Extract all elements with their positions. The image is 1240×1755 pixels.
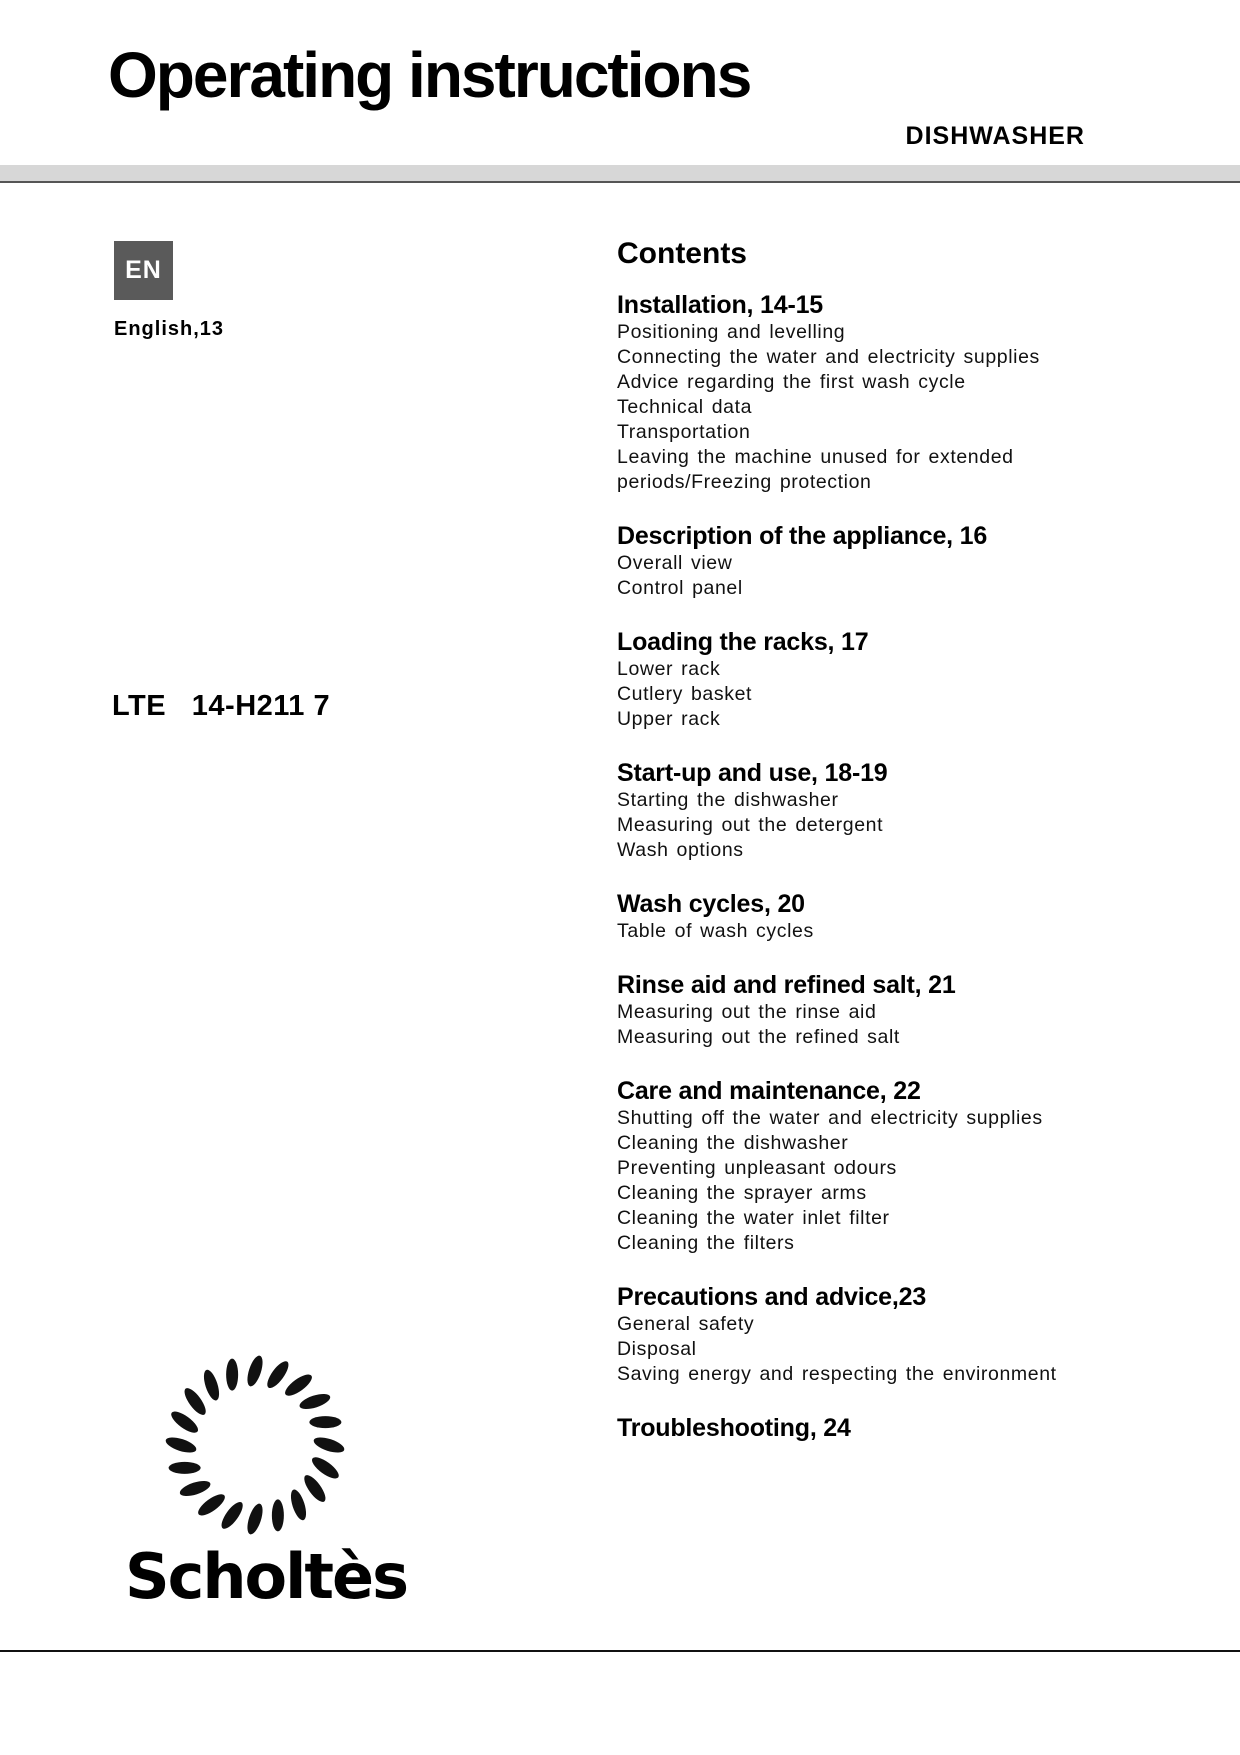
section-item: Control panel bbox=[617, 577, 743, 599]
section-item: Measuring out the refined salt bbox=[617, 1026, 900, 1048]
section-item: Positioning and levelling bbox=[617, 321, 846, 343]
section-item: Advice regarding the first wash cycle bbox=[617, 371, 966, 393]
section-items bbox=[617, 657, 1217, 732]
sun-ray bbox=[309, 1454, 342, 1483]
contents-section bbox=[617, 970, 1217, 1050]
sun-ray bbox=[168, 1408, 201, 1437]
section-item: Saving energy and respecting the environment bbox=[617, 1363, 1057, 1385]
table-of-contents bbox=[617, 236, 1217, 1469]
section-heading: Precautions and advice,23 bbox=[617, 1283, 927, 1311]
sun-ray bbox=[178, 1478, 212, 1499]
model-number: LTE 14-H211 7 bbox=[112, 690, 331, 722]
contents-section bbox=[617, 1282, 1217, 1387]
sun-ray bbox=[264, 1358, 293, 1391]
contents-section bbox=[617, 521, 1217, 601]
section-heading: Start-up and use, 18-19 bbox=[617, 759, 888, 787]
sun-ray bbox=[218, 1499, 247, 1532]
section-items bbox=[617, 788, 1217, 863]
sun-logo-icon bbox=[155, 1345, 355, 1545]
contents-section bbox=[617, 1413, 1217, 1443]
section-item: Wash options bbox=[617, 839, 744, 861]
section-items bbox=[617, 919, 1217, 944]
brand-wordmark: Scholtès bbox=[125, 1540, 407, 1613]
sun-ray bbox=[288, 1488, 309, 1522]
section-item: Starting the dishwasher bbox=[617, 789, 839, 811]
contents-title: Contents bbox=[617, 237, 747, 270]
language-badge: EN bbox=[114, 241, 173, 300]
sun-ray bbox=[181, 1385, 210, 1418]
section-heading: Installation, 14-15 bbox=[617, 291, 823, 319]
section-item: Transportation bbox=[617, 421, 751, 443]
section-item: Shutting off the water and electricity supplies bbox=[617, 1107, 1043, 1129]
section-item: Leaving the machine unused for extended bbox=[617, 446, 1014, 468]
sun-ray bbox=[226, 1359, 238, 1391]
section-item: Measuring out the detergent bbox=[617, 814, 884, 836]
header-band bbox=[0, 165, 1240, 183]
section-item: Connecting the water and electricity supplies bbox=[617, 346, 1040, 368]
sun-ray bbox=[169, 1462, 201, 1474]
contents-section bbox=[617, 758, 1217, 863]
contents-section bbox=[617, 290, 1217, 495]
contents-section bbox=[617, 889, 1217, 944]
section-item: Technical data bbox=[617, 396, 753, 418]
footer-divider bbox=[0, 1650, 1240, 1652]
contents-section bbox=[617, 627, 1217, 732]
section-item: Table of wash cycles bbox=[617, 920, 814, 942]
contents-section-list bbox=[617, 290, 1217, 1443]
section-heading: Rinse aid and refined salt, 21 bbox=[617, 971, 956, 999]
sun-ray bbox=[164, 1434, 198, 1455]
section-item: Cutlery basket bbox=[617, 683, 753, 705]
section-heading: Wash cycles, 20 bbox=[617, 890, 805, 918]
section-item: Lower rack bbox=[617, 658, 721, 680]
section-items bbox=[617, 1000, 1217, 1050]
section-heading: Description of the appliance, 16 bbox=[617, 522, 988, 550]
page-title: Operating instructions bbox=[108, 39, 751, 111]
sun-ray bbox=[201, 1368, 222, 1402]
sun-ray bbox=[309, 1416, 341, 1428]
contents-section bbox=[617, 1076, 1217, 1256]
section-item: Cleaning the filters bbox=[617, 1232, 795, 1254]
section-item: Preventing unpleasant odours bbox=[617, 1157, 897, 1179]
section-items bbox=[617, 1312, 1217, 1387]
section-items bbox=[617, 320, 1217, 495]
sun-ray bbox=[298, 1391, 332, 1412]
sun-ray bbox=[195, 1491, 228, 1520]
section-items bbox=[617, 1106, 1217, 1256]
sun-ray bbox=[312, 1434, 346, 1455]
section-item: Disposal bbox=[617, 1338, 697, 1360]
section-item: periods/Freezing protection bbox=[617, 471, 872, 493]
brand-logo bbox=[125, 1345, 407, 1615]
product-type: DISHWASHER bbox=[905, 122, 1085, 150]
section-item: Cleaning the water inlet filter bbox=[617, 1207, 890, 1229]
sun-ray bbox=[301, 1472, 330, 1505]
section-item: Measuring out the rinse aid bbox=[617, 1001, 877, 1023]
language-page-label: English,13 bbox=[114, 318, 225, 340]
section-item: Cleaning the sprayer arms bbox=[617, 1182, 867, 1204]
section-item: General safety bbox=[617, 1313, 755, 1335]
section-heading: Loading the racks, 17 bbox=[617, 628, 869, 656]
sun-ray bbox=[272, 1499, 284, 1531]
section-heading: Troubleshooting, 24 bbox=[617, 1414, 851, 1442]
sun-ray bbox=[244, 1502, 265, 1536]
section-heading: Care and maintenance, 22 bbox=[617, 1077, 921, 1105]
section-item: Overall view bbox=[617, 552, 733, 574]
sun-ray bbox=[282, 1371, 315, 1400]
sun-ray bbox=[244, 1354, 265, 1388]
section-item: Upper rack bbox=[617, 708, 721, 730]
section-item: Cleaning the dishwasher bbox=[617, 1132, 849, 1154]
section-items bbox=[617, 551, 1217, 601]
